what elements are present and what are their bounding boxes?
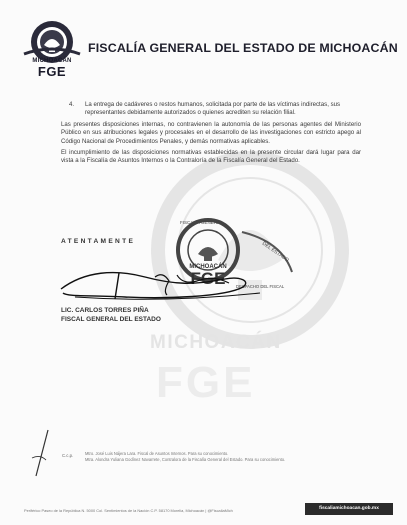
seal-top-text: FISCALÍA GENERAL: [180, 220, 223, 225]
seal-acronym: FGE: [190, 269, 226, 288]
document-body: [61, 101, 361, 166]
cc-line: Mtro. José Luis Nájera Lara. Fiscal de Asuntos Internos. Para su conocimiento.: [85, 451, 229, 456]
logo-acronym: FGE: [37, 64, 67, 79]
cc-list: [85, 451, 285, 464]
watermark-acronym: FGE: [156, 358, 256, 407]
footer-address: Periférico Paseo de la República N. 5000 Col. Sentimientos de la Nación C.P. 58170 Morelia, Michoacán | @FiscaliaMich: [24, 508, 233, 513]
signer-title: FISCAL GENERAL DEL ESTADO: [61, 316, 161, 323]
list-item-number: 4.: [69, 101, 75, 108]
handwritten-signature: [55, 267, 265, 305]
list-item-text: La entrega de cadáveres o restos humanos, solicitada por parte de las víctimas indirectas, sus representantes debidamente autorizados o quienes acrediten su relación filial.: [85, 101, 341, 117]
paragraph-disposiciones: Las presentes disposiciones internas, no contravienen la autonomía de las personas agentes del Ministerio Público en sus atribuciones legales y procesales en el desarrollo de las investigaciones con estricto apego al Código Nacional de Procedimientos Penales, y demás normativas aplicables.: [61, 120, 361, 145]
cc-line: Mtra. Alondra Yuliana Godínez Navarrete, Contralora de la Fiscalía General del Estado. Para su conocimiento.: [85, 457, 286, 463]
paragraph-incumplimiento: El incumplimiento de las disposiciones normativas establecidas en la presente circular dará lugar para dar vista a la Fiscalía de Asuntos Internos o la Contraloría de la Fiscalía General del Estado.: [61, 149, 361, 165]
page-footer: [0, 503, 407, 525]
watermark-subtitle: MICHOACÁN: [150, 332, 282, 353]
page-title: FISCALÍA GENERAL DEL ESTADO DE MICHOACÁN: [88, 41, 398, 55]
signer-name: LIC. CARLOS TORRES PIÑA: [61, 307, 149, 314]
footer-website-link[interactable]: fiscaliamichoacan.gob.mx: [305, 503, 393, 515]
letterhead: [20, 18, 398, 88]
list-item: [69, 101, 361, 118]
closing-salutation: ATENTAMENTE: [61, 238, 136, 245]
seal-ring-text: DEL ESTADO: [260, 240, 290, 264]
initials-mark: [28, 428, 54, 478]
seal-subtitle: MICHOACÁN: [189, 264, 227, 270]
cc-label: C.c.p.: [62, 453, 74, 458]
logo-subtitle: MICHOACÁN: [32, 58, 72, 64]
seal-bottom-text: DESPACHO DEL FISCAL: [236, 284, 285, 289]
fge-logo: [20, 18, 84, 78]
